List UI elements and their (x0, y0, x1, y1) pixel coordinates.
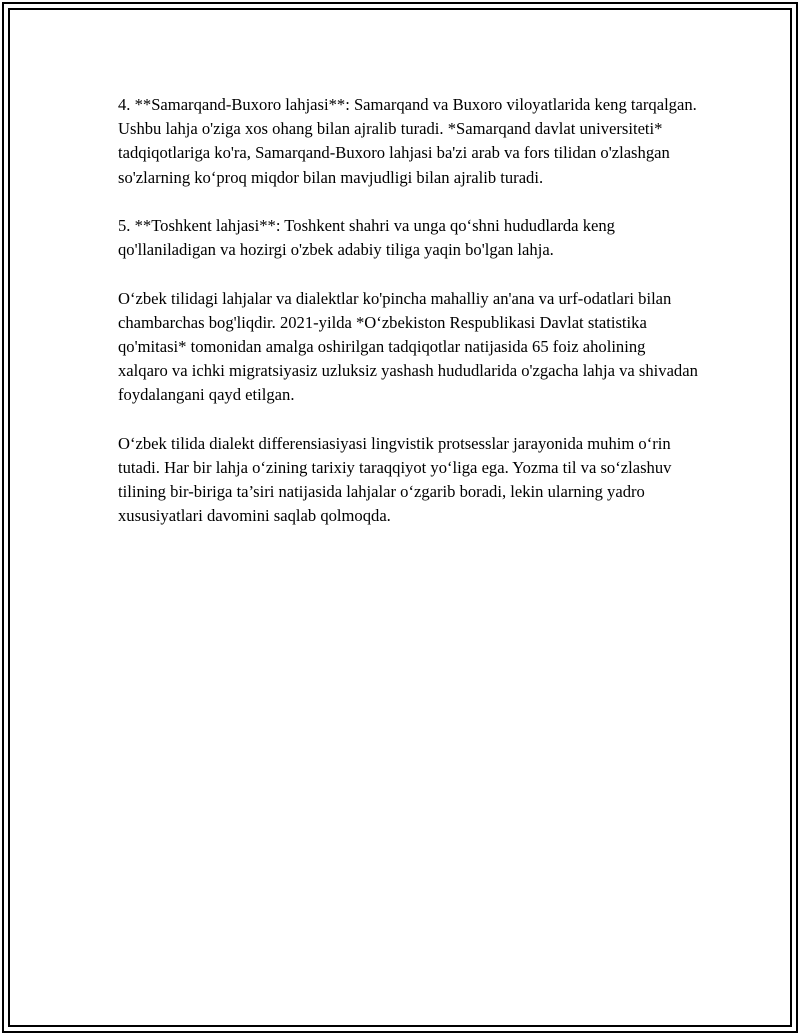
document-body (118, 93, 698, 553)
paragraph-toshkent-dialect: 5. **Toshkent lahjasi**: Toshkent shahri va unga qo‘shni hududlarda keng qo'llaniladigan va hozirgi o'zbek adabiy tiliga yaqin bo'lgan lahja. (118, 216, 615, 260)
paragraph-dialects-traditions: O‘zbek tilidagi lahjalar va dialektlar ko'pincha mahalliy an'ana va urf-odatlari bilan chambarchas bog'liqdir. 2021-yilda *O‘zbekiston Respublikasi Davlat statistika qo'mitasi* tomonidan amalga oshirilgan tadqiqotlar natijasida 65 foiz aholining xalqaro va ichki migratsiyasiz uzluksiz yashash hududlarida o'zgacha lahja va shivadan foydalangani qayd etilgan. (118, 288, 698, 405)
paragraph-samarqand-buxoro-dialect: 4. **Samarqand-Buxoro lahjasi**: Samarqand va Buxoro viloyatlarida keng tarqalgan. Ushbu lahja o'ziga xos ohang bilan ajralib turadi. *Samarqand davlat universiteti* tadqiqotlariga ko'ra, Samarqand-Buxoro lahjasi ba'zi arab va fors tilidan o'zlashgan so'zlarning ko‘proq miqdor bilan mavjudligi bilan ajralib turadi. (118, 95, 697, 187)
paragraph-dialect-differentiation: O‘zbek tilida dialekt differensiasiyasi lingvistik protsesslar jarayonida muhim o‘rin tutadi. Har bir lahja o‘zining tarixiy taraqqiyot yo‘liga ega. Yozma til va so‘zlashuv tilining bir-biriga ta’siri natijasida lahjalar o‘zgarib boradi, lekin ularning yadro xususiyatlari davomini saqlab qolmoqda. (118, 433, 672, 526)
